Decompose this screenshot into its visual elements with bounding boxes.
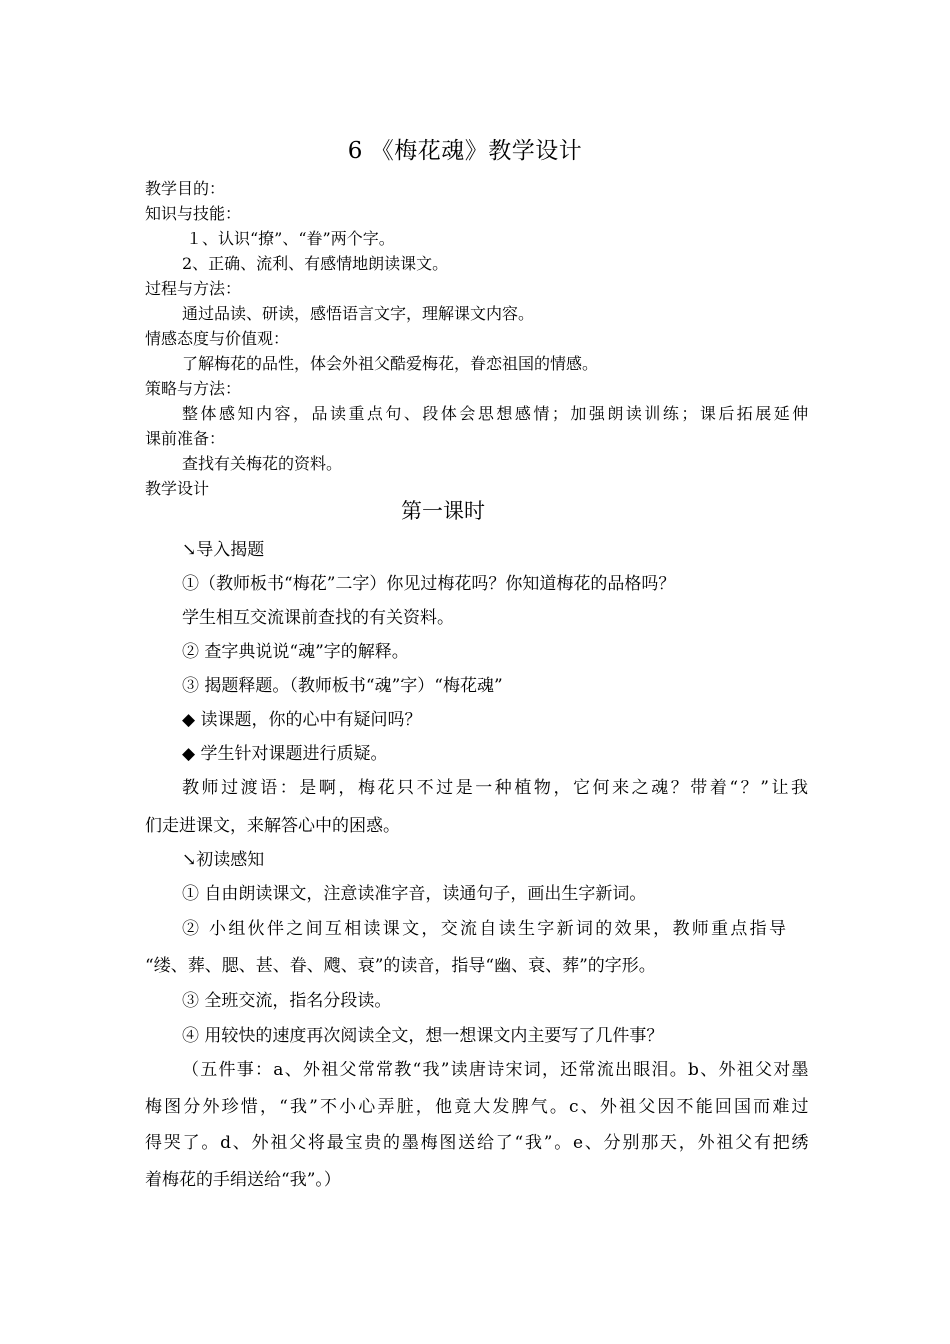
lesson-paragraph: （五件事：a、外祖父常常教“我”读唐诗宋词，还常流出眼泪。b、外祖父对墨 (182, 1060, 808, 1080)
strategy-item-1: 整体感知内容，品读重点句、段体会思想感情；加强朗读训练；课后拓展延伸 (182, 404, 808, 423)
lesson-paragraph: ①（教师板书“梅花”二字）你见过梅花吗？你知道梅花的品格吗？ (182, 574, 676, 594)
lesson-paragraph: 得哭了。d、外祖父将最宝贵的墨梅图送给了“我”。e、分别那天，外祖父有把绣 (145, 1133, 808, 1153)
objectives-heading: 教学目的： (145, 179, 226, 198)
lesson-paragraph: ④ 用较快的速度再次阅读全文，想一想课文内主要写了几件事？ (182, 1026, 664, 1046)
part1-heading: ↘导入揭题 (182, 540, 265, 560)
lesson-paragraph: ◆ 学生针对课题进行质疑。 (182, 744, 388, 764)
lesson-paragraph: “缕、葬、腮、甚、眷、飕、衰”的读音，指导“幽、衰、葬”的字形。 (145, 956, 656, 976)
process-item-1: 通过品读、研读，感悟语言文字，理解课文内容。 (182, 304, 535, 323)
knowledge-heading: 知识与技能： (145, 204, 242, 223)
knowledge-item-1: １、认识“撩”、“眷”两个字。 (186, 229, 395, 248)
lesson-paragraph: 们走进课文，来解答心中的困惑。 (145, 816, 400, 836)
lesson-paragraph: ② 查字典说说“魂”字的解释。 (182, 642, 409, 662)
lesson-paragraph: 教师过渡语：是啊，梅花只不过是一种植物，它何来之魂？带着“？”让我 (182, 778, 808, 798)
document-title: 6 《梅花魂》教学设计 (347, 138, 583, 164)
strategy-heading: 策略与方法： (145, 379, 242, 398)
lesson-title: 第一课时 (401, 499, 485, 523)
emotion-item-1: 了解梅花的品性，体会外祖父酷爱梅花，眷恋祖国的情感。 (182, 354, 599, 373)
knowledge-item-2: 2、正确、流利、有感情地朗读课文。 (182, 254, 449, 273)
part2-heading: ↘初读感知 (182, 850, 265, 870)
lesson-paragraph: 学生相互交流课前查找的有关资料。 (182, 608, 454, 628)
process-heading: 过程与方法： (145, 279, 242, 298)
lesson-paragraph: ② 小组伙伴之间互相读课文，交流自读生字新词的效果，教师重点指导 (182, 919, 786, 939)
lesson-paragraph: ③ 全班交流，指名分段读。 (182, 991, 392, 1011)
emotion-heading: 情感态度与价值观： (145, 329, 290, 348)
lesson-paragraph: 着梅花的手绢送给“我”。） (145, 1170, 341, 1190)
lesson-paragraph: 梅图分外珍惜，“我”不小心弄脏，他竟大发脾气。c、外祖父因不能回国而难过 (145, 1097, 808, 1117)
lesson-paragraph: ① 自由朗读课文，注意读准字音，读通句子，画出生字新词。 (182, 884, 647, 904)
design-heading: 教学设计 (145, 479, 210, 498)
prep-heading: 课前准备： (145, 429, 226, 448)
lesson-paragraph: ③ 揭题释题。（教师板书“魂”字）“梅花魂” (182, 676, 503, 696)
lesson-paragraph: ◆ 读课题，你的心中有疑问吗？ (182, 710, 422, 730)
prep-item-1: 查找有关梅花的资料。 (182, 454, 343, 473)
